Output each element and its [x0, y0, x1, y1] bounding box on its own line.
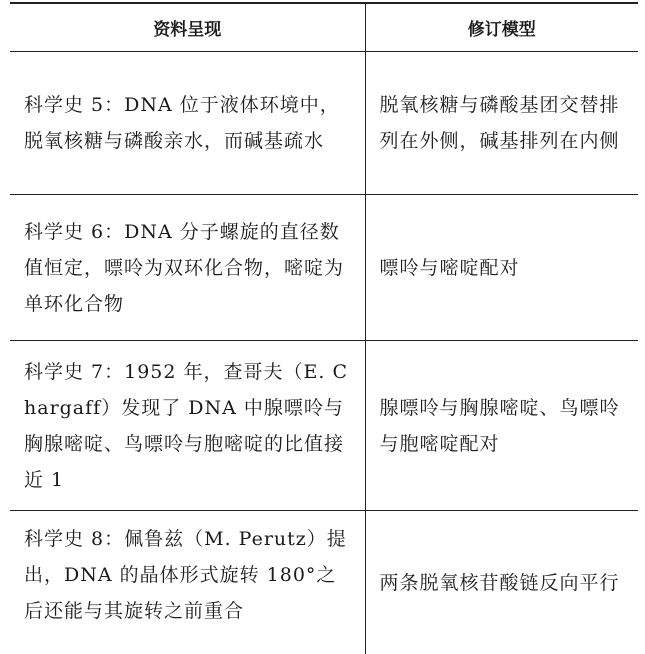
- header-evidence: 资料呈现: [10, 3, 365, 52]
- table-row: [10, 341, 638, 511]
- header-row: [10, 3, 638, 52]
- evidence-cell: 科学史 6：DNA 分子螺旋的直径数值恒定，嘌呤为双环化合物，嘧啶为单环化合物: [10, 195, 365, 341]
- table-row: [10, 511, 638, 654]
- evidence-cell: 科学史 7：1952 年，查哥夫（E. Chargaff）发现了 DNA 中腺嘌呤与胸腺嘧啶、鸟嘌呤与胞嘧啶的比值接近 1: [10, 341, 365, 511]
- evidence-cell: 科学史 8：佩鲁兹（M. Perutz）提出，DNA 的晶体形式旋转 180°之后还能与其旋转之前重合: [10, 511, 365, 654]
- history-model-table: [10, 2, 638, 654]
- model-cell: 腺嘌呤与胸腺嘧啶、鸟嘌呤与胞嘧啶配对: [365, 341, 638, 511]
- evidence-cell: 科学史 5：DNA 位于液体环境中，脱氧核糖与磷酸亲水，而碱基疏水: [10, 52, 365, 195]
- header-revised-model: 修订模型: [365, 3, 638, 52]
- model-cell: 嘌呤与嘧啶配对: [365, 195, 638, 341]
- table-row: [10, 52, 638, 195]
- model-cell: 两条脱氧核苷酸链反向平行: [365, 511, 638, 654]
- model-cell: 脱氧核糖与磷酸基团交替排列在外侧，碱基排列在内侧: [365, 52, 638, 195]
- table-row: [10, 195, 638, 341]
